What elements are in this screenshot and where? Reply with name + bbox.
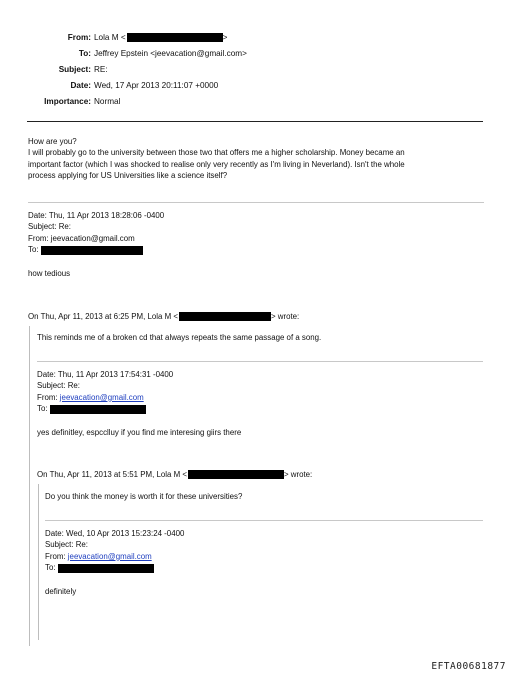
reply-date: Date: Thu, 11 Apr 2013 18:28:06 -0400	[28, 211, 165, 220]
body-line: How are you?	[28, 137, 77, 146]
from-label: From:	[67, 33, 91, 42]
reply-to: To:	[37, 403, 241, 414]
reply-from: From: jeevacation@gmail.com	[28, 233, 135, 243]
from-bracket: >	[222, 33, 228, 42]
reply-divider	[37, 361, 483, 362]
date-label: Date:	[70, 81, 91, 90]
quote-1-intro: On Thu, Apr 11, 2013 at 6:25 PM, Lola M < > wrote:	[28, 312, 300, 321]
email-link[interactable]: jeevacation@gmail.com	[67, 551, 152, 561]
reply-date: Date: Thu, 11 Apr 2013 17:54:31 -0400	[37, 370, 174, 379]
subject-value: RE:	[94, 65, 108, 74]
message-body	[28, 136, 405, 182]
reply-from: From: jeevacation@gmail.com	[45, 551, 152, 561]
email-header	[0, 0, 512, 110]
date-value: Wed, 17 Apr 2013 20:11:07 +0000	[94, 81, 219, 90]
reply-3	[45, 528, 184, 597]
reply-divider	[28, 202, 484, 203]
header-divider	[27, 121, 483, 122]
body-line: I will probably go to the university between those two that offers me a higher scholarship. Money became an	[28, 148, 405, 158]
reply-to: To:	[28, 244, 164, 255]
redaction-block	[41, 246, 143, 255]
reply-date: Date: Wed, 10 Apr 2013 15:23:24 -0400	[45, 529, 185, 538]
importance-label: Importance:	[44, 97, 91, 106]
reply-divider	[45, 520, 483, 521]
reply-from: From: jeevacation@gmail.com	[37, 392, 144, 402]
subject-label: Subject:	[58, 65, 91, 74]
document-id: EFTA00681877	[431, 661, 506, 672]
to-label: To:	[78, 49, 91, 58]
email-link[interactable]: jeevacation@gmail.com	[59, 392, 144, 402]
quote-bar-1	[29, 326, 30, 646]
to-value: Jeffrey Epstein <jeevacation@gmail.com>	[94, 49, 247, 58]
reply-1	[28, 210, 164, 279]
reply-body: yes definitley, espcclluy if you find me interesing giirs there	[37, 427, 242, 437]
from-name: Lola M <	[94, 33, 126, 42]
quote-2-intro: On Thu, Apr 11, 2013 at 5:51 PM, Lola M < > wrote:	[37, 470, 313, 479]
reply-body: definitely	[45, 586, 77, 596]
quote-1-body: This reminds me of a broken cd that always repeats the same passage of a song.	[37, 333, 322, 342]
from-value	[94, 33, 227, 43]
body-line: important factor (which I was shocked to realise only very recently as I'm living in Neverland). Isn't the whole	[28, 159, 405, 169]
body-line: process applying for US Universities like a science itself?	[28, 171, 228, 181]
reply-subject: Subject: Re:	[45, 540, 88, 550]
reply-subject: Subject: Re:	[37, 381, 80, 391]
reply-2	[37, 369, 241, 438]
reply-to: To:	[45, 562, 184, 573]
reply-body: how tedious	[28, 268, 71, 278]
redaction-block	[127, 33, 223, 42]
reply-subject: Subject: Re:	[28, 222, 71, 232]
importance-value: Normal	[94, 97, 121, 106]
quote-bar-2	[38, 484, 39, 640]
redaction-block	[50, 405, 146, 414]
redaction-block	[188, 470, 284, 479]
redaction-block	[58, 564, 154, 573]
redaction-block	[179, 312, 271, 321]
quote-2-body: Do you think the money is worth it for these universities?	[45, 492, 243, 501]
